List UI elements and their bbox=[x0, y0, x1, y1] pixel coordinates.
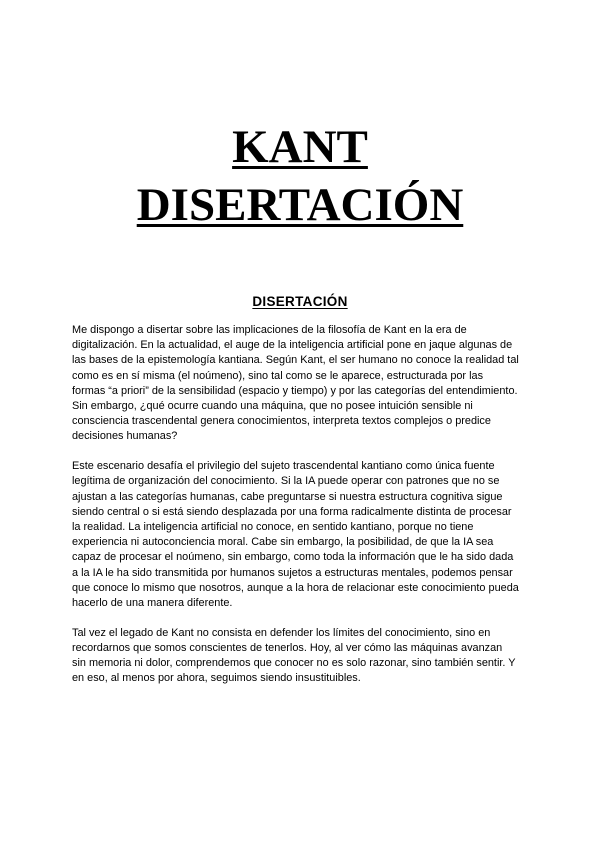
text-line: consciencia trascendental genera conocimientos, interpreta textos complejos o predice bbox=[72, 415, 491, 428]
text-line: sin memoria ni dolor, comprendemos que conocer no es solo razonar, sino también sentir. Y bbox=[72, 657, 516, 670]
text-line: a la IA le ha sido transmitida por humanos sujetos a estructuras mentales, podemos pensar bbox=[72, 566, 513, 579]
text-line: Tal vez el legado de Kant no consista en defender los límites del conocimiento, sino en bbox=[72, 626, 491, 639]
text-line: experiencia ni autoconciencia moral. Cabe sin embargo, la posibilidad, de que la IA sea bbox=[72, 536, 494, 549]
paragraph-2 bbox=[72, 459, 532, 611]
text-line: en eso, al menos por ahora, seguimos siendo insustituibles. bbox=[72, 672, 361, 685]
text-line: formas “a priori” de la sensibilidad (espacio y tiempo) y por las categorías del entendimiento. bbox=[72, 384, 518, 397]
text-line: las bases de la epistemología kantiana. Según Kant, el ser humano no conoce la realidad tal bbox=[72, 354, 519, 367]
text-line: decisiones humanas? bbox=[72, 430, 178, 443]
text-line: como es en sí misma (el noúmeno), sino tal como se le aparece, estructurada por las bbox=[72, 369, 484, 382]
document-body bbox=[72, 323, 532, 701]
title-line-1: KANT bbox=[232, 121, 368, 173]
text-line: Este escenario desafía el privilegio del sujeto trascendental kantiano como única fuente bbox=[72, 460, 495, 473]
text-line: hacerlo de una manera diferente. bbox=[72, 596, 233, 609]
text-line: capaz de procesar el noúmeno, sin embargo, como toda la información que le ha sido dada bbox=[72, 551, 514, 564]
text-line: que conoce lo mismo que nosotros, aunque a la hora de relacionar este conocimiento pueda bbox=[72, 581, 519, 594]
section-heading: DISERTACIÓN bbox=[252, 294, 348, 309]
text-line: digitalización. En la actualidad, el auge de la inteligencia artificial pone en jaque algunas de bbox=[72, 339, 513, 352]
document-title bbox=[0, 118, 600, 234]
text-line: Me dispongo a disertar sobre las implicaciones de la filosofía de Kant en la era de bbox=[72, 324, 467, 336]
text-line: Sin embargo, ¿qué ocurre cuando una máquina, que no posee intuición sensible ni bbox=[72, 400, 473, 413]
title-line-2: DISERTACIÓN bbox=[136, 179, 464, 231]
paragraph-3 bbox=[72, 626, 532, 687]
text-line: la realidad. La inteligencia artificial no conoce, en sentido kantiano, porque no tiene bbox=[72, 520, 474, 533]
text-line: ajustan a las categorías humanas, cabe preguntarse si nuestra estructura cognitiva sigue bbox=[72, 490, 503, 503]
text-line: recordarnos que somos conscientes de tenerlos. Hoy, al ver cómo las máquinas avanzan bbox=[72, 641, 503, 654]
text-line: siendo central o si está siendo desplazada por una forma radicalmente distinta de procesar bbox=[72, 505, 512, 518]
text-line: legítima de organización del conocimiento. Si la IA puede operar con patrones que no se bbox=[72, 475, 500, 488]
paragraph-1 bbox=[72, 323, 532, 445]
